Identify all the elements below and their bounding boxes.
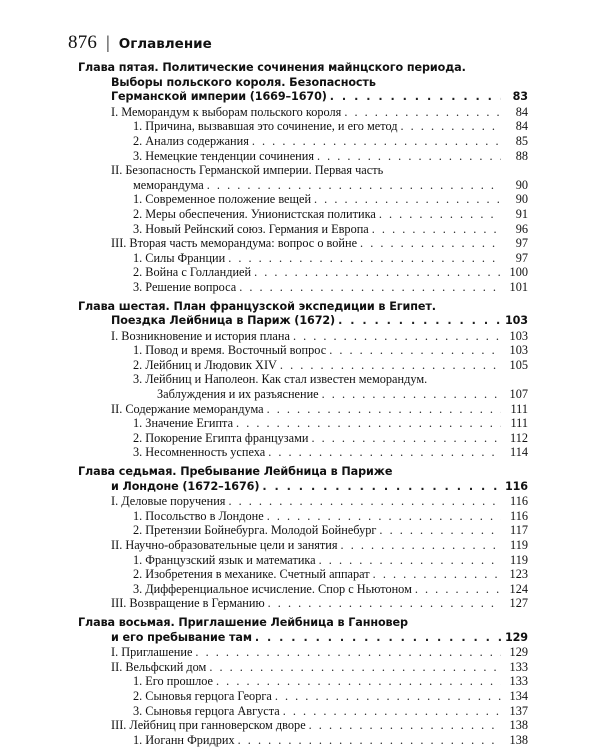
toc-page-number: 117 — [510, 523, 528, 538]
toc-entry — [78, 689, 528, 704]
toc-page-number: 97 — [515, 250, 528, 265]
toc-entry-title: 2. Лейбниц и Людовик XIV — [133, 357, 277, 372]
toc-entry-title: 3. Дифференциальное исчисление. Спор с Ньютоном — [133, 581, 412, 596]
toc-page-number: 88 — [515, 148, 528, 163]
toc-entry-title: 1. Повод и время. Восточный вопрос — [133, 343, 327, 358]
toc-entry-title: 3. Новый Рейнский союз. Германия и Европа — [133, 221, 369, 236]
dot-leader — [293, 329, 501, 344]
toc-entry — [78, 494, 528, 509]
toc-entry-title: I. Возникновение и история плана — [111, 328, 290, 343]
toc-page-number: 85 — [515, 133, 528, 148]
dot-leader — [268, 445, 501, 460]
toc-entry-title: 3. Лейбниц и Наполеон. Как стал известен меморандум. — [133, 372, 428, 387]
toc-page-number: 133 — [509, 674, 528, 689]
dot-leader — [319, 553, 501, 568]
dot-leader — [239, 280, 501, 295]
toc-page-number: 138 — [509, 718, 528, 733]
toc-entry — [78, 718, 528, 733]
dot-leader — [262, 480, 501, 495]
toc-entry — [78, 149, 528, 164]
dot-leader — [311, 431, 501, 446]
toc-entry — [78, 431, 528, 446]
toc-chapter-line — [78, 465, 528, 480]
dot-leader — [236, 416, 501, 431]
toc-entry-title: 2. Война с Голландией — [133, 265, 252, 280]
toc-entry — [78, 236, 528, 251]
dot-leader — [372, 222, 501, 237]
toc-entry-title: 1. Французский язык и математика — [133, 552, 316, 567]
toc-entry — [78, 192, 528, 207]
toc-page-number: 111 — [510, 401, 528, 416]
toc-chapter-line — [78, 480, 528, 495]
toc-page-number: 96 — [515, 221, 528, 236]
toc-chapter-line — [78, 314, 528, 329]
dot-leader — [228, 494, 501, 509]
toc-page-number: 123 — [509, 567, 528, 582]
toc-entry — [78, 538, 528, 553]
toc-page-number: 105 — [509, 357, 528, 372]
toc-entry-title: 3. Сыновья герцога Августа — [133, 703, 280, 718]
toc-entry — [78, 416, 528, 431]
toc-entry — [78, 178, 528, 193]
dot-leader — [252, 134, 501, 149]
toc-entry-title: меморандума — [133, 177, 204, 192]
toc-entry — [78, 674, 528, 689]
toc-chapter-line — [78, 76, 528, 91]
toc-entry-title: III. Лейбниц при ганноверском дворе — [111, 718, 306, 733]
toc-page-number: 116 — [510, 508, 528, 523]
toc-entry-title: Глава седьмая. Пребывание Лейбница в Париже — [78, 465, 393, 479]
toc-page-number: 111 — [510, 416, 528, 431]
toc-entry-title: I. Приглашение — [111, 645, 193, 660]
toc-entry-title: 2. Претензии Бойнебурга. Молодой Бойнебург — [133, 523, 377, 538]
header-separator: | — [106, 32, 110, 52]
toc-entry — [78, 265, 528, 280]
toc-entry-title: 2. Анализ содержания — [133, 133, 249, 148]
dot-leader — [309, 718, 501, 733]
toc-entry-title: II. Вельфский дом — [111, 659, 207, 674]
toc-entry-title: 3. Несомненность успеха — [133, 445, 266, 460]
toc-page-number: 90 — [515, 192, 528, 207]
toc-page-number: 103 — [504, 314, 528, 328]
toc-page-number: 129 — [504, 630, 528, 644]
toc-chapter-line — [78, 616, 528, 631]
toc-entry — [78, 134, 528, 149]
toc-entry-title: 2. Меры обеспечения. Унионистская политика — [133, 206, 376, 221]
toc-entry — [78, 207, 528, 222]
dot-leader — [379, 523, 501, 538]
toc-page-number: 107 — [509, 387, 528, 402]
dot-leader — [267, 402, 501, 417]
table-of-contents — [78, 61, 528, 747]
toc-entry-title: 1. Его прошлое — [133, 674, 214, 689]
toc-page-number: 103 — [509, 328, 528, 343]
dot-leader — [379, 207, 501, 222]
toc-entry-title: 3. Решение вопроса — [133, 279, 237, 294]
toc-entry — [78, 358, 528, 373]
toc-page-number: 119 — [510, 552, 528, 567]
toc-entry — [78, 567, 528, 582]
page-number: 876 — [68, 32, 98, 53]
toc-entry-title: и его пребывание там — [111, 630, 252, 644]
dot-leader — [344, 105, 501, 120]
toc-entry — [78, 280, 528, 295]
dot-leader — [254, 265, 501, 280]
dot-leader — [373, 567, 501, 582]
toc-entry — [78, 105, 528, 120]
dot-leader — [360, 236, 501, 251]
dot-leader — [401, 119, 502, 134]
dot-leader — [330, 90, 501, 105]
toc-entry-title: Поездка Лейбница в Париж (1672) — [111, 314, 336, 328]
toc-page-number: 84 — [515, 104, 528, 119]
toc-entry — [78, 596, 528, 611]
toc-entry — [78, 387, 528, 402]
toc-page-number: 112 — [510, 430, 528, 445]
toc-entry — [78, 445, 528, 460]
toc-entry-title: Глава пятая. Политические сочинения майнцского периода. — [78, 61, 466, 74]
toc-page-number: 124 — [509, 581, 528, 596]
toc-page-number: 91 — [515, 206, 528, 221]
dot-leader — [280, 358, 501, 373]
toc-entry-title: 2. Сыновья герцога Георга — [133, 688, 272, 703]
dot-leader — [322, 387, 501, 402]
toc-entry — [78, 372, 528, 387]
toc-entry-title: II. Научно-образовательные цели и занятия — [111, 538, 338, 552]
dot-leader — [283, 704, 501, 719]
dot-leader — [267, 509, 501, 524]
toc-entry — [78, 509, 528, 524]
toc-entry — [78, 119, 528, 134]
toc-entry — [78, 523, 528, 538]
toc-page-number: 116 — [504, 479, 528, 493]
toc-entry-title: Заблуждения и их разъяснение — [157, 387, 319, 402]
dot-leader — [314, 192, 501, 207]
dot-leader — [207, 178, 501, 193]
dot-leader — [209, 660, 501, 675]
toc-entry-title: Глава восьмая. Приглашение Лейбница в Ганновер — [78, 615, 408, 629]
toc-entry-title: 1. Силы Франции — [133, 250, 226, 265]
toc-entry-title: 1. Современное положение вещей — [133, 192, 312, 207]
toc-entry — [78, 660, 528, 675]
toc-entry-title: 1. Посольство в Лондоне — [133, 508, 264, 523]
toc-page-number: 127 — [509, 596, 528, 611]
toc-page-number: 133 — [509, 659, 528, 674]
toc-entry-title: 1. Причина, вызвавшая это сочинение, и его метод — [133, 119, 398, 134]
toc-entry-title: 2. Изобретения в механике. Счетный аппарат — [133, 567, 370, 582]
toc-entry-title: II. Содержание меморандума — [111, 401, 264, 416]
toc-entry-title: II. Безопасность Германской империи. Первая часть — [111, 163, 384, 178]
toc-page-number: 84 — [515, 119, 528, 134]
dot-leader — [275, 689, 501, 704]
toc-entry-title: и Лондоне (1672–1676) — [111, 479, 260, 493]
toc-page-number: 116 — [510, 494, 528, 509]
section-title: Оглавление — [118, 36, 212, 52]
dot-leader — [329, 343, 501, 358]
toc-page-number: 137 — [509, 703, 528, 718]
toc-entry-title: Выборы польского короля. Безопасность — [111, 75, 376, 89]
toc-page-number: 83 — [512, 90, 528, 104]
dot-leader — [255, 631, 501, 646]
toc-entry-title: 3. Немецкие тенденции сочинения — [133, 148, 314, 163]
toc-entry-title: I. Меморандум к выборам польского короля — [111, 104, 342, 119]
toc-entry — [78, 553, 528, 568]
toc-entry-title: 2. Покорение Египта французами — [133, 430, 309, 445]
toc-page-number: 97 — [515, 236, 528, 251]
toc-entry — [78, 251, 528, 266]
toc-chapter-line — [78, 631, 528, 646]
toc-page-number: 119 — [510, 538, 528, 552]
toc-entry-title: 1. Иоганн Фридрих — [133, 732, 235, 747]
running-header — [68, 32, 212, 56]
toc-entry-title: III. Вторая часть меморандума: вопрос о войне — [111, 236, 358, 251]
toc-entry — [78, 733, 528, 748]
toc-chapter-line — [78, 61, 528, 76]
toc-entry — [78, 704, 528, 719]
dot-leader — [317, 149, 501, 164]
dot-leader — [338, 314, 501, 329]
dot-leader — [415, 582, 501, 597]
toc-entry — [78, 163, 528, 178]
toc-page-number: 100 — [509, 265, 528, 280]
toc-page-number: 101 — [509, 279, 528, 294]
dot-leader — [268, 596, 501, 611]
toc-entry-title: Глава шестая. План французской экспедиции в Египет. — [78, 299, 436, 313]
toc-chapter-line — [78, 300, 528, 315]
dot-leader — [216, 674, 501, 689]
toc-entry-title: 1. Значение Египта — [133, 416, 234, 431]
toc-entry-title: III. Возвращение в Германию — [111, 596, 265, 611]
dot-leader — [228, 251, 501, 266]
toc-entry — [78, 343, 528, 358]
toc-entry — [78, 402, 528, 417]
dot-leader — [341, 538, 501, 553]
toc-entry-title: I. Деловые поручения — [111, 494, 226, 509]
toc-page-number: 114 — [510, 445, 528, 460]
toc-entry — [78, 329, 528, 344]
toc-entry — [78, 582, 528, 597]
toc-chapter-line — [78, 90, 528, 105]
toc-entry — [78, 645, 528, 660]
toc-page-number: 129 — [509, 645, 528, 660]
toc-page-number: 134 — [509, 688, 528, 703]
toc-entry-title: Германской империи (1669–1670) — [111, 90, 327, 104]
dot-leader — [238, 733, 501, 748]
toc-page-number: 90 — [515, 177, 528, 192]
toc-page-number: 103 — [509, 343, 528, 358]
toc-page-number: 138 — [509, 732, 528, 747]
toc-entry — [78, 222, 528, 237]
dot-leader — [195, 645, 501, 660]
